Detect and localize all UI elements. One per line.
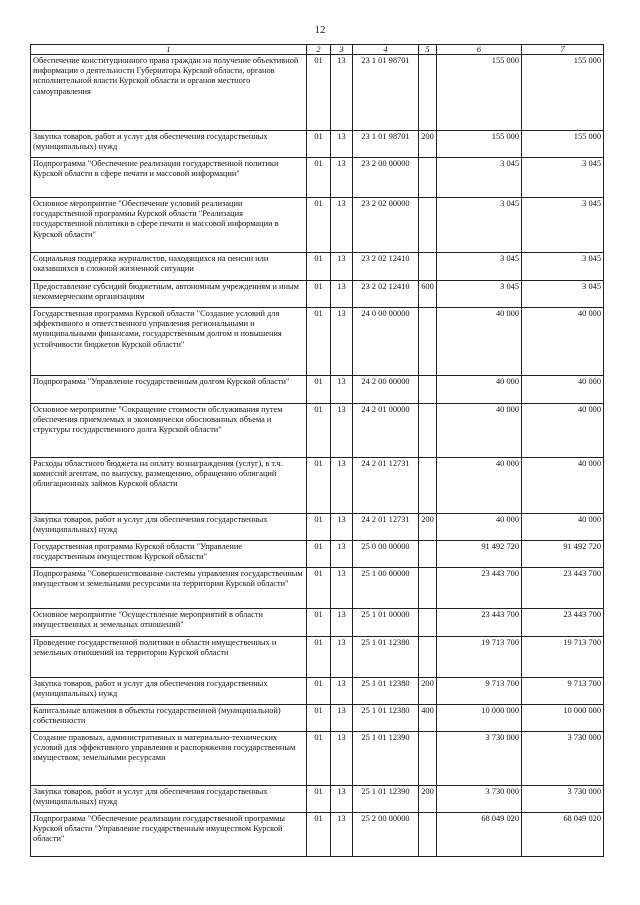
table-row [31, 732, 604, 786]
row-amount-col7: 155 000 [522, 131, 604, 158]
row-name: Основное мероприятие "Сокращение стоимости обслуживания путем обеспечения приемлемых и экономически обоснованных объема и структуры государственного долга Курской области" [31, 404, 307, 458]
row-target-code: 25 1 01 12380 [353, 705, 419, 732]
row-name: Закупка товаров, работ и услуг для обеспечения государственных (муниципальных) нужд [31, 678, 307, 705]
row-section: 01 [307, 308, 331, 376]
row-subsection: 13 [331, 376, 353, 404]
row-subsection: 13 [331, 678, 353, 705]
row-amount-col6: 3 045 [437, 281, 522, 308]
table-row [31, 131, 604, 158]
row-subsection: 13 [331, 281, 353, 308]
row-expense-type: 200 [419, 678, 437, 705]
row-expense-type [419, 568, 437, 609]
row-target-code: 24 2 00 00000 [353, 376, 419, 404]
row-amount-col6: 155 000 [437, 55, 522, 131]
row-name: Закупка товаров, работ и услуг для обеспечения государственных (муниципальных) нужд [31, 786, 307, 813]
row-expense-type [419, 458, 437, 514]
row-section: 01 [307, 705, 331, 732]
table-row [31, 376, 604, 404]
table-row [31, 458, 604, 514]
row-amount-col7: 9 713 700 [522, 678, 604, 705]
row-target-code: 25 1 01 12390 [353, 786, 419, 813]
row-target-code: 23 2 02 12410 [353, 281, 419, 308]
row-section: 01 [307, 253, 331, 281]
row-amount-col7: 40 000 [522, 458, 604, 514]
row-amount-col7: 19 713 700 [522, 637, 604, 678]
row-section: 01 [307, 786, 331, 813]
row-name: Проведение государственной политики в области имущественных и земельных отношений на территории Курской области [31, 637, 307, 678]
row-target-code: 23 1 01 98701 [353, 131, 419, 158]
row-section: 01 [307, 568, 331, 609]
row-subsection: 13 [331, 786, 353, 813]
row-subsection: 13 [331, 637, 353, 678]
row-section: 01 [307, 609, 331, 637]
column-header: 5 [419, 45, 437, 55]
row-name: Подпрограмма "Управление государственным долгом Курской области" [31, 376, 307, 404]
row-subsection: 13 [331, 55, 353, 131]
row-expense-type [419, 55, 437, 131]
row-expense-type: 400 [419, 705, 437, 732]
column-header: 6 [437, 45, 522, 55]
row-section: 01 [307, 678, 331, 705]
row-target-code: 25 1 00 00000 [353, 568, 419, 609]
row-subsection: 13 [331, 404, 353, 458]
table-row [31, 705, 604, 732]
row-amount-col6: 68 049 020 [437, 813, 522, 857]
row-expense-type: 600 [419, 281, 437, 308]
row-target-code: 24 2 01 00000 [353, 404, 419, 458]
table-row [31, 786, 604, 813]
row-amount-col6: 3 045 [437, 253, 522, 281]
row-amount-col6: 91 492 720 [437, 541, 522, 568]
row-amount-col6: 40 000 [437, 458, 522, 514]
row-name: Капитальные вложения в объекты государственной (муниципальной) собственности [31, 705, 307, 732]
row-section: 01 [307, 541, 331, 568]
row-amount-col6: 40 000 [437, 308, 522, 376]
row-amount-col6: 40 000 [437, 376, 522, 404]
row-subsection: 13 [331, 308, 353, 376]
row-amount-col7: 3 045 [522, 253, 604, 281]
row-expense-type [419, 637, 437, 678]
row-section: 01 [307, 55, 331, 131]
row-section: 01 [307, 158, 331, 198]
table-row [31, 678, 604, 705]
row-expense-type: 200 [419, 514, 437, 541]
row-name: Предоставление субсидий бюджетным, автономным учреждениям и иным некоммерческим организациям [31, 281, 307, 308]
row-section: 01 [307, 131, 331, 158]
row-expense-type [419, 308, 437, 376]
row-subsection: 13 [331, 458, 353, 514]
row-expense-type [419, 158, 437, 198]
page-number: 12 [314, 24, 326, 36]
row-target-code: 25 1 01 12380 [353, 637, 419, 678]
table-row [31, 514, 604, 541]
row-amount-col6: 40 000 [437, 404, 522, 458]
row-amount-col7: 40 000 [522, 514, 604, 541]
row-expense-type [419, 609, 437, 637]
row-expense-type [419, 198, 437, 253]
row-subsection: 13 [331, 198, 353, 253]
row-amount-col7: 3 730 000 [522, 786, 604, 813]
row-amount-col6: 3 045 [437, 158, 522, 198]
row-amount-col7: 3 045 [522, 281, 604, 308]
row-target-code: 23 2 02 12410 [353, 253, 419, 281]
row-expense-type [419, 813, 437, 857]
table-row [31, 541, 604, 568]
row-expense-type [419, 541, 437, 568]
column-header: 3 [331, 45, 353, 55]
row-amount-col7: 3 045 [522, 158, 604, 198]
table-row [31, 253, 604, 281]
row-target-code: 25 0 00 00000 [353, 541, 419, 568]
row-subsection: 13 [331, 541, 353, 568]
row-target-code: 23 2 02 00000 [353, 198, 419, 253]
row-amount-col6: 3 045 [437, 198, 522, 253]
table-row [31, 609, 604, 637]
table-row [31, 198, 604, 253]
row-section: 01 [307, 198, 331, 253]
row-amount-col7: 40 000 [522, 376, 604, 404]
row-name: Социальная поддержка журналистов, находящихся на пенсии или оказавшихся в сложной жизненной ситуации [31, 253, 307, 281]
row-amount-col7: 10 000 000 [522, 705, 604, 732]
row-section: 01 [307, 458, 331, 514]
row-subsection: 13 [331, 705, 353, 732]
row-amount-col7: 68 049 020 [522, 813, 604, 857]
table-row [31, 637, 604, 678]
table-row [31, 158, 604, 198]
table-row [31, 308, 604, 376]
row-expense-type: 200 [419, 131, 437, 158]
row-subsection: 13 [331, 732, 353, 786]
row-amount-col7: 3 730 000 [522, 732, 604, 786]
row-amount-col6: 9 713 700 [437, 678, 522, 705]
row-target-code: 25 2 00 00000 [353, 813, 419, 857]
row-name: Обеспечение конституционного права граждан на получение объективной информации о деятельности Губернатора Курской области, органов исполнительной власти Курской области и органов местного самоуправления [31, 55, 307, 131]
row-amount-col7: 155 000 [522, 55, 604, 131]
row-name: Подпрограмма "Обеспечение реализации государственной программы Курской области "Управление государственным имуществом Курской области" [31, 813, 307, 857]
row-amount-col7: 23 443 700 [522, 568, 604, 609]
row-amount-col6: 19 713 700 [437, 637, 522, 678]
row-subsection: 13 [331, 813, 353, 857]
row-expense-type: 200 [419, 786, 437, 813]
row-amount-col7: 3 045 [522, 198, 604, 253]
row-name: Закупка товаров, работ и услуг для обеспечения государственных (муниципальных) нужд [31, 131, 307, 158]
row-expense-type [419, 404, 437, 458]
row-amount-col6: 155 000 [437, 131, 522, 158]
row-expense-type [419, 253, 437, 281]
row-amount-col7: 23 443 700 [522, 609, 604, 637]
row-subsection: 13 [331, 609, 353, 637]
row-subsection: 13 [331, 568, 353, 609]
row-name: Создание правовых, административных и материально-технических условий для эффективного управления и распоряжения государственным имуществом, земельными ресурсами [31, 732, 307, 786]
row-section: 01 [307, 281, 331, 308]
row-expense-type [419, 376, 437, 404]
row-name: Государственная программа Курской области "Создание условий для эффективного и ответственного управления региональными и муниципальными финансами, государственным долгом и повышения устойчивости бюджетов Курской области" [31, 308, 307, 376]
row-section: 01 [307, 404, 331, 458]
table-header-row [31, 45, 604, 55]
row-target-code: 25 1 01 00000 [353, 609, 419, 637]
column-header: 7 [522, 45, 604, 55]
budget-table [30, 44, 604, 857]
row-amount-col7: 91 492 720 [522, 541, 604, 568]
table-row [31, 404, 604, 458]
row-amount-col6: 10 000 000 [437, 705, 522, 732]
row-subsection: 13 [331, 253, 353, 281]
row-name: Основное мероприятие "Осуществление мероприятий в области имущественных и земельных отношений" [31, 609, 307, 637]
row-amount-col6: 3 730 000 [437, 732, 522, 786]
row-name: Подпрограмма "Обеспечение реализации государственной политики Курской области в сфере печати и массовой информации" [31, 158, 307, 198]
row-section: 01 [307, 637, 331, 678]
row-subsection: 13 [331, 158, 353, 198]
row-amount-col6: 3 730 000 [437, 786, 522, 813]
column-header: 4 [353, 45, 419, 55]
row-section: 01 [307, 732, 331, 786]
row-target-code: 23 1 01 98701 [353, 55, 419, 131]
row-target-code: 24 0 00 00000 [353, 308, 419, 376]
table-row [31, 813, 604, 857]
row-subsection: 13 [331, 131, 353, 158]
column-header: 2 [307, 45, 331, 55]
table-row [31, 55, 604, 131]
row-target-code: 25 1 01 12390 [353, 732, 419, 786]
row-target-code: 23 2 00 00000 [353, 158, 419, 198]
row-section: 01 [307, 514, 331, 541]
row-name: Основное мероприятие "Обеспечение условий реализации государственной программы Курской области "Реализация государственной политики в сфере печати и массовой информации в Курской области" [31, 198, 307, 253]
row-name: Закупка товаров, работ и услуг для обеспечения государственных (муниципальных) нужд [31, 514, 307, 541]
row-target-code: 24 2 01 12731 [353, 514, 419, 541]
table-row [31, 281, 604, 308]
row-subsection: 13 [331, 514, 353, 541]
table-row [31, 568, 604, 609]
row-name: Подпрограмма "Совершенствование системы управления государственным имуществом и земельными ресурсами на территории Курской области" [31, 568, 307, 609]
row-amount-col7: 40 000 [522, 308, 604, 376]
column-header: 1 [31, 45, 307, 55]
row-name: Государственная программа Курской области "Управление государственным имуществом Курской области" [31, 541, 307, 568]
row-section: 01 [307, 376, 331, 404]
row-amount-col6: 23 443 700 [437, 568, 522, 609]
row-target-code: 24 2 01 12731 [353, 458, 419, 514]
row-amount-col6: 23 443 700 [437, 609, 522, 637]
row-amount-col7: 40 000 [522, 404, 604, 458]
row-name: Расходы областного бюджета на оплату вознаграждения (услуг), в т.ч. комиссий агентам, по выпуску, размещению, обращению облигаций облигационных займов Курской области [31, 458, 307, 514]
row-target-code: 25 1 01 12380 [353, 678, 419, 705]
row-expense-type [419, 732, 437, 786]
row-amount-col6: 40 000 [437, 514, 522, 541]
row-section: 01 [307, 813, 331, 857]
